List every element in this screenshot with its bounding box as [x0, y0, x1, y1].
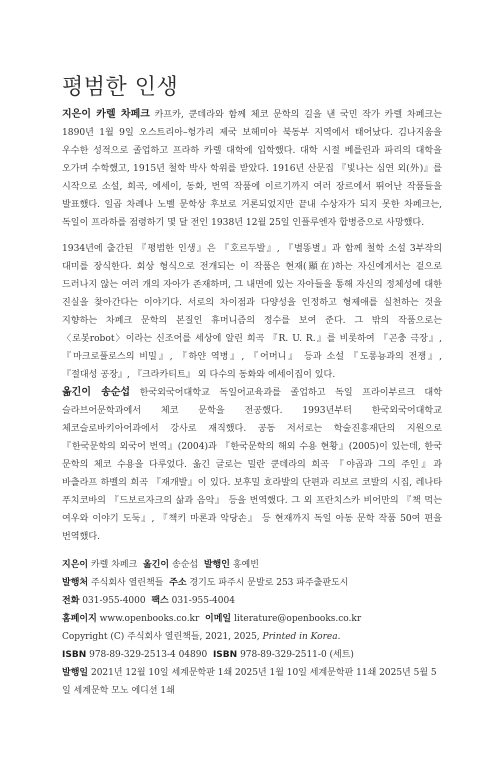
isbn-value: 978-89-329-2513-4 04890	[89, 650, 208, 660]
book-title: 평범한 인생	[62, 75, 179, 100]
colophon-isbn	[62, 646, 442, 664]
colophon-copyright	[62, 628, 442, 646]
translator-label: 옮긴이	[143, 560, 170, 570]
homepage-label: 홈페이지	[62, 614, 97, 624]
pubdate-label: 발행일	[62, 668, 89, 678]
fax-value: 031-955-4004	[171, 596, 235, 606]
works-description: 1934년에 출간된 『평범한 인생』은 『호르두발』, 『별똥별』과 함께 철학 소설 3부작의 대미를 장식한다. 회상 형식으로 전개되는 이 작품은 현재(顯在)하는 자신에게서는 겉으로 드러나지 않는 여러 개의 자아가 존재하며, 그 내면에 있는 자아들을 통해 자신의 정체성에 대한 진실을 찾아간다는 이야기다. 서로의 차이점과 다양성을 인정하고 형제애를 실천하는 것을 지향하는 차페크 문학의 본질인 휴머니즘의 정수를 보여 준다. 그 밖의 작품으로는 〈로봇robot〉이라는 신조어를 세상에 알린 희곡 『R. U. R.』를 비롯하여 『곤충 극장』, 『마크로풀로스의 비밀』, 『하얀 역병』, 『어머니』 등과 소설 『도롱뇽과의 전쟁』, 『절대성 공장』, 『크라카티트』 외 다수의 동화와 에세이집이 있다.	[62, 244, 442, 380]
email-link[interactable]: literature@openbooks.co.kr	[234, 614, 362, 624]
isbn-label: ISBN	[62, 650, 87, 660]
author-bio-heading: 지은이 카렐 차페크	[62, 109, 150, 120]
colophon-credits	[62, 556, 442, 574]
phone-label: 전화	[62, 596, 80, 606]
copyright-text: Copyright (C) 주식회사 열린책들, 2021, 2025,	[62, 632, 260, 642]
author-label: 지은이	[62, 560, 89, 570]
company-label: 발행처	[62, 578, 89, 588]
translator-bio-text: 한국외국어대학교 독일어교육과를 졸업하고 독일 프라이부르크 대학 슬라브어문학과에서 체코 문학을 전공했다. 1993년부터 한국외국어대학교 체코슬로바키아어과에서 강사로 재직했다. 공동 저서로는 학술진흥재단의 지원으로 『한국문학의 외국어 번역』(2004)과 『한국문학의 해외 수용 현황』(2005)이 있는데, 한국 문학의 체코 수용을 다루었다. 옮긴 글로는 밀란 쿤데라의 희곡 『야곱과 그의 주인』과 바츨라프 하벨의 희곡 『재개발』이 있다. 보후밀 흐라발의 단편과 리보르 코발의 시집, 레나타 푸치코바의 『드보르자크의 삶과 음악』 등을 번역했다. 그 외 프란치스카 비어만의 『책 먹는 여우와 이야기 도둑』, 『책키 마론과 악당손』 등 현재까지 독일 아동 문학 작품 50여 편을 번역했다.	[62, 388, 442, 542]
translator-name: 송순섭	[172, 560, 199, 570]
translator-bio	[62, 384, 442, 546]
author-bio-text: 카프카, 쿤데라와 함께 체코 문학의 길을 낸 국민 작가 카렐 차페크는 1890년 1월 9일 오스트리아–헝가리 제국 보헤미아 북동부 지역에서 태어났다. 김나지움을 우수한 성적으로 졸업하고 프라하 카렐 대학에 입학했다. 대학 시절 베를린과 파리의 대학을 오가며 수학했고, 1915년 철학 박사 학위를 받았다. 1916년 산문집 『빛나는 심연 외(外)』를 시작으로 소설, 희곡, 에세이, 동화, 번역 작품에 이르기까지 여러 장르에서 뛰어난 작품들을 발표했다. 일곱 차례나 노벨 문학상 후보로 거론되었지만 끝내 수상자가 되지 못한 차페크는, 독일이 프라하를 점령하기 몇 달 전인 1938년 12월 25일 인플루엔자 합병증으로 사망했다.	[62, 110, 442, 228]
publisher-name: 홍예빈	[232, 560, 259, 570]
translator-bio-heading: 옮긴이 송순섭	[62, 387, 131, 398]
company-name: 주식회사 열린책들	[90, 578, 164, 588]
phone-value: 031-955-4000	[82, 596, 146, 606]
author-name: 카렐 차페크	[90, 560, 138, 570]
publisher-label: 발행인	[203, 560, 230, 570]
address-label: 주소	[169, 578, 187, 588]
email-label: 이메일	[205, 614, 232, 624]
pubdate-value: 2021년 12월 10일 세계문학판 1쇄 2025년 1월 10일 세계문학판 11쇄 2025년 5월 5일 세계문학 모노 에디션 1쇄	[62, 668, 437, 696]
colophon-phone	[62, 592, 442, 610]
colophon-company	[62, 574, 442, 592]
colophon-web	[62, 610, 442, 628]
fax-label: 팩스	[151, 596, 169, 606]
copyright-printed: Printed in Korea.	[262, 632, 341, 642]
isbn-set-value: 978-89-329-2511-0 (세트)	[240, 650, 354, 660]
homepage-link[interactable]: www.openbooks.co.kr	[99, 614, 200, 624]
isbn-set-label: ISBN	[212, 650, 238, 660]
address-value: 경기도 파주시 문발로 253 파주출판도시	[189, 578, 349, 588]
colophon-pubdate	[62, 664, 442, 700]
copyright-page	[62, 0, 442, 783]
colophon	[62, 556, 442, 700]
